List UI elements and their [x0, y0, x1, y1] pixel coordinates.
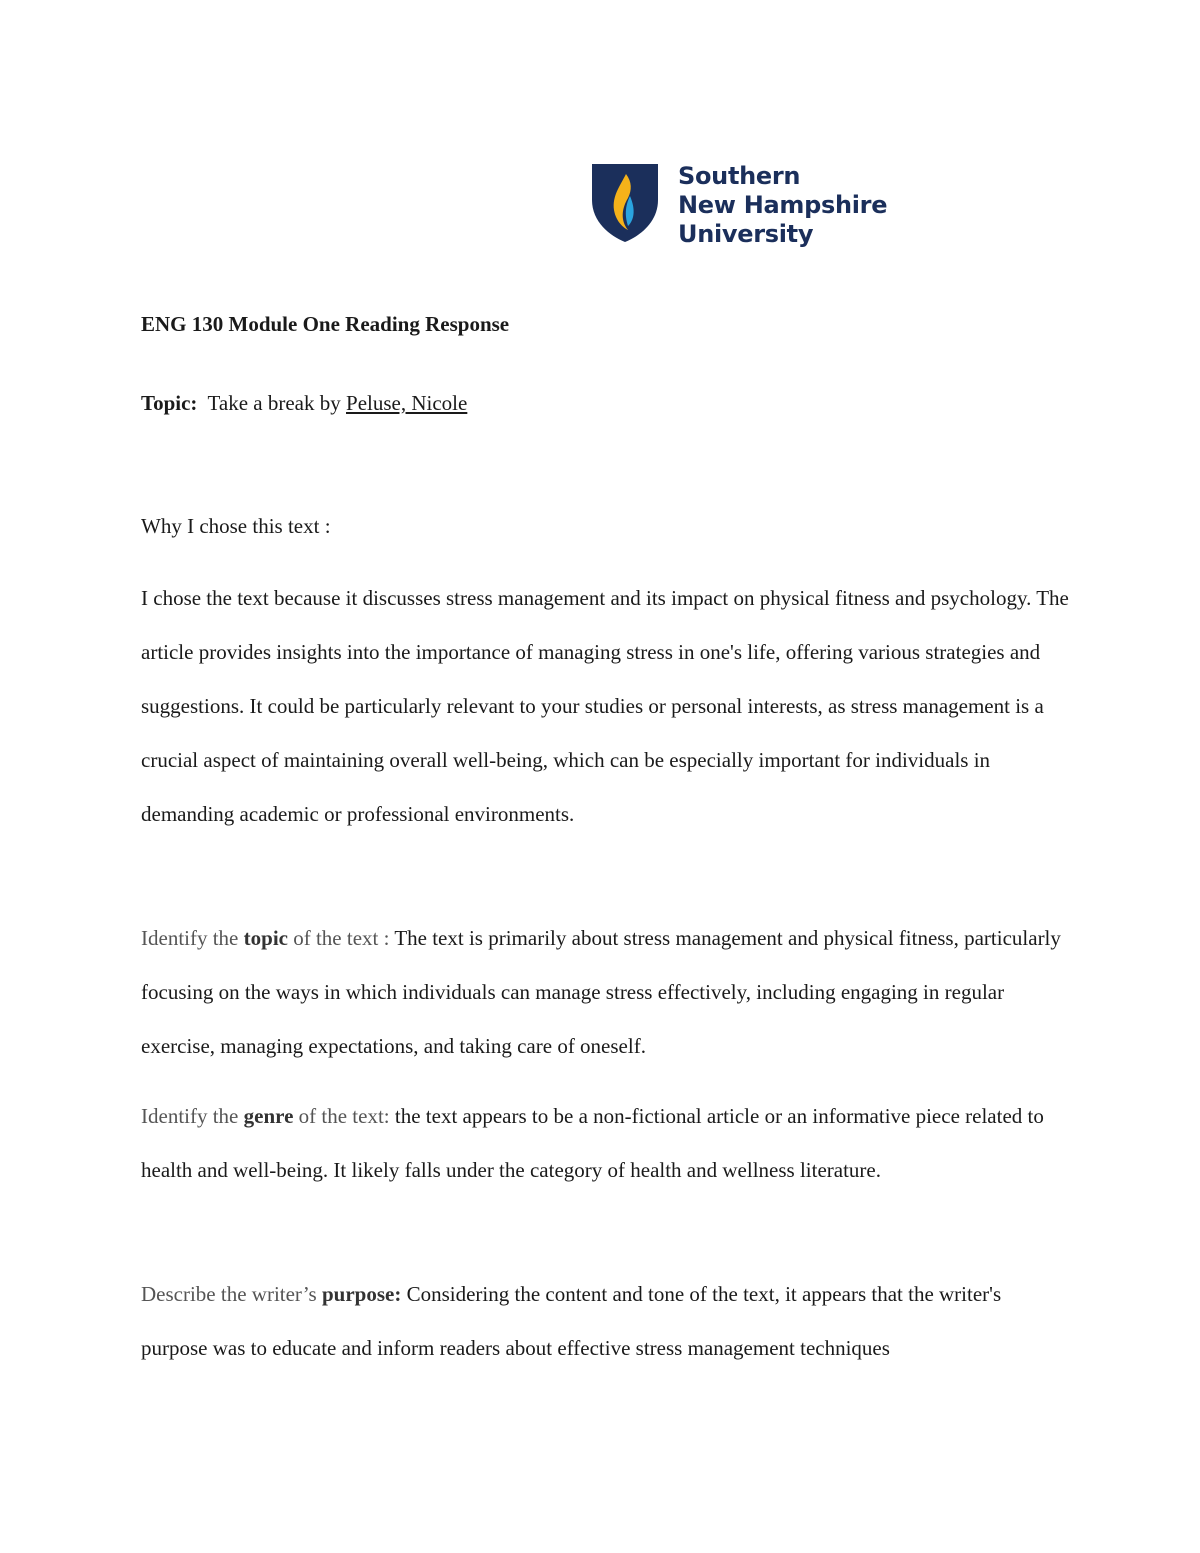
topic-keyword: topic — [243, 926, 288, 950]
genre-lead: Identify the — [141, 1104, 239, 1128]
purpose-body: Considering the content and tone of the text, it appears that the writer's purpose was to educate and inform readers about effective stress management techniques — [141, 1282, 1002, 1360]
snhu-logo — [590, 162, 910, 254]
why-paragraph: I chose the text because it discusses stress management and its impact on physical fitness and psychology. The article provides insights into the importance of managing stress in one's life, offering various strategies and suggestions. It could be particularly relevant to your studies or personal interests, as stress management is a crucial aspect of maintaining overall well-being, which can be especially important for individuals in demanding academic or professional environments. — [141, 586, 1069, 826]
logo-line-3: University — [678, 220, 814, 248]
genre-keyword: genre — [243, 1104, 294, 1128]
topic-line — [141, 391, 467, 416]
logo-wordmark — [678, 162, 887, 249]
shield-flame-icon — [590, 162, 660, 244]
topic-lead-2: of the text : — [293, 926, 390, 950]
purpose-keyword: purpose: — [321, 1282, 402, 1306]
topic-section — [141, 911, 1071, 1073]
genre-lead-2: of the text: — [298, 1104, 390, 1128]
logo-line-2: New Hampshire — [678, 191, 888, 219]
document-title: ENG 130 Module One Reading Response — [141, 312, 510, 336]
logo-line-1: Southern — [678, 162, 801, 190]
topic-text: Take a break by — [207, 391, 341, 415]
genre-body: the text appears to be a non-fictional article or an informative piece related to health and well-being. It likely falls under the category of health and wellness literature. — [141, 1104, 1044, 1182]
purpose-lead: Describe the writer’s — [141, 1282, 317, 1306]
topic-lead: Identify the — [141, 926, 239, 950]
topic-label: Topic: — [141, 391, 198, 415]
topic-author-link[interactable]: Peluse, Nicole — [346, 391, 468, 415]
purpose-section — [141, 1267, 1071, 1375]
topic-body: The text is primarily about stress management and physical fitness, particularly focusing on the ways in which individuals can manage stress effectively, including engaging in regular exercise, managing expectations, and taking care of oneself. — [141, 926, 1061, 1058]
genre-section — [141, 1089, 1071, 1197]
why-heading: Why I chose this text : — [141, 514, 331, 538]
